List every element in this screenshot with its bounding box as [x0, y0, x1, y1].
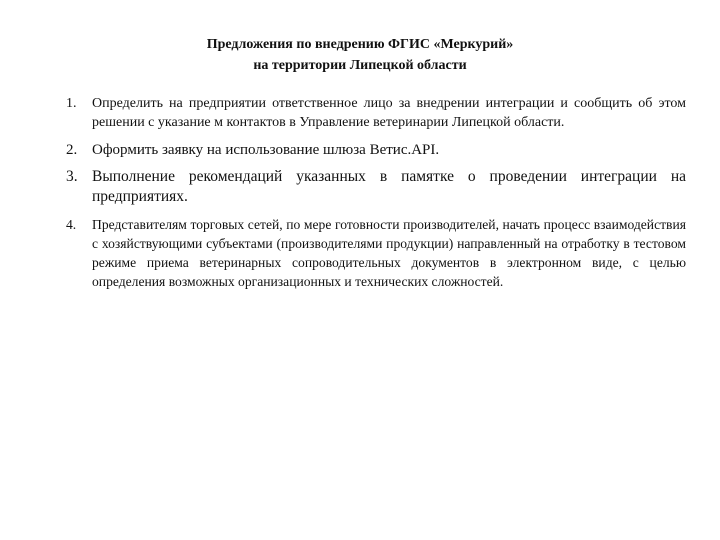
item-text: Выполнение рекомендаций указанных в памятке о проведении интеграции на предприятиях.	[92, 168, 686, 205]
title-line-1: Предложения по внедрению ФГИС «Меркурий»	[206, 37, 514, 52]
list-item	[66, 140, 686, 160]
item-number: 4.	[66, 217, 77, 232]
item-number: 1.	[66, 96, 77, 111]
item-text: Оформить заявку на использование шлюза Ветис.API.	[92, 142, 440, 158]
item-number: 2.	[66, 142, 78, 158]
page-title	[90, 34, 630, 76]
list-item	[66, 215, 686, 291]
list-item	[66, 94, 686, 132]
item-text: Представителям торговых сетей, по мере готовности производителей, начать процесс взаимодействия с хозяйствующими субъектами (производителями продукции) направленный на отработку в тестовом режиме приема ветеринарных сопроводительных документов в электронном виде, с целью определения возможных организационных и технических сложностей.	[92, 217, 686, 289]
item-text: Определить на предприятии ответственное лицо за внедрении интеграции и сообщить об этом решении с указание м контактов в Управление ветеринарии Липецкой области.	[92, 96, 686, 130]
proposal-list	[66, 94, 686, 291]
list-item	[66, 167, 686, 207]
title-line-2: на территории Липецкой области	[253, 58, 467, 73]
item-number: 3.	[66, 168, 78, 185]
